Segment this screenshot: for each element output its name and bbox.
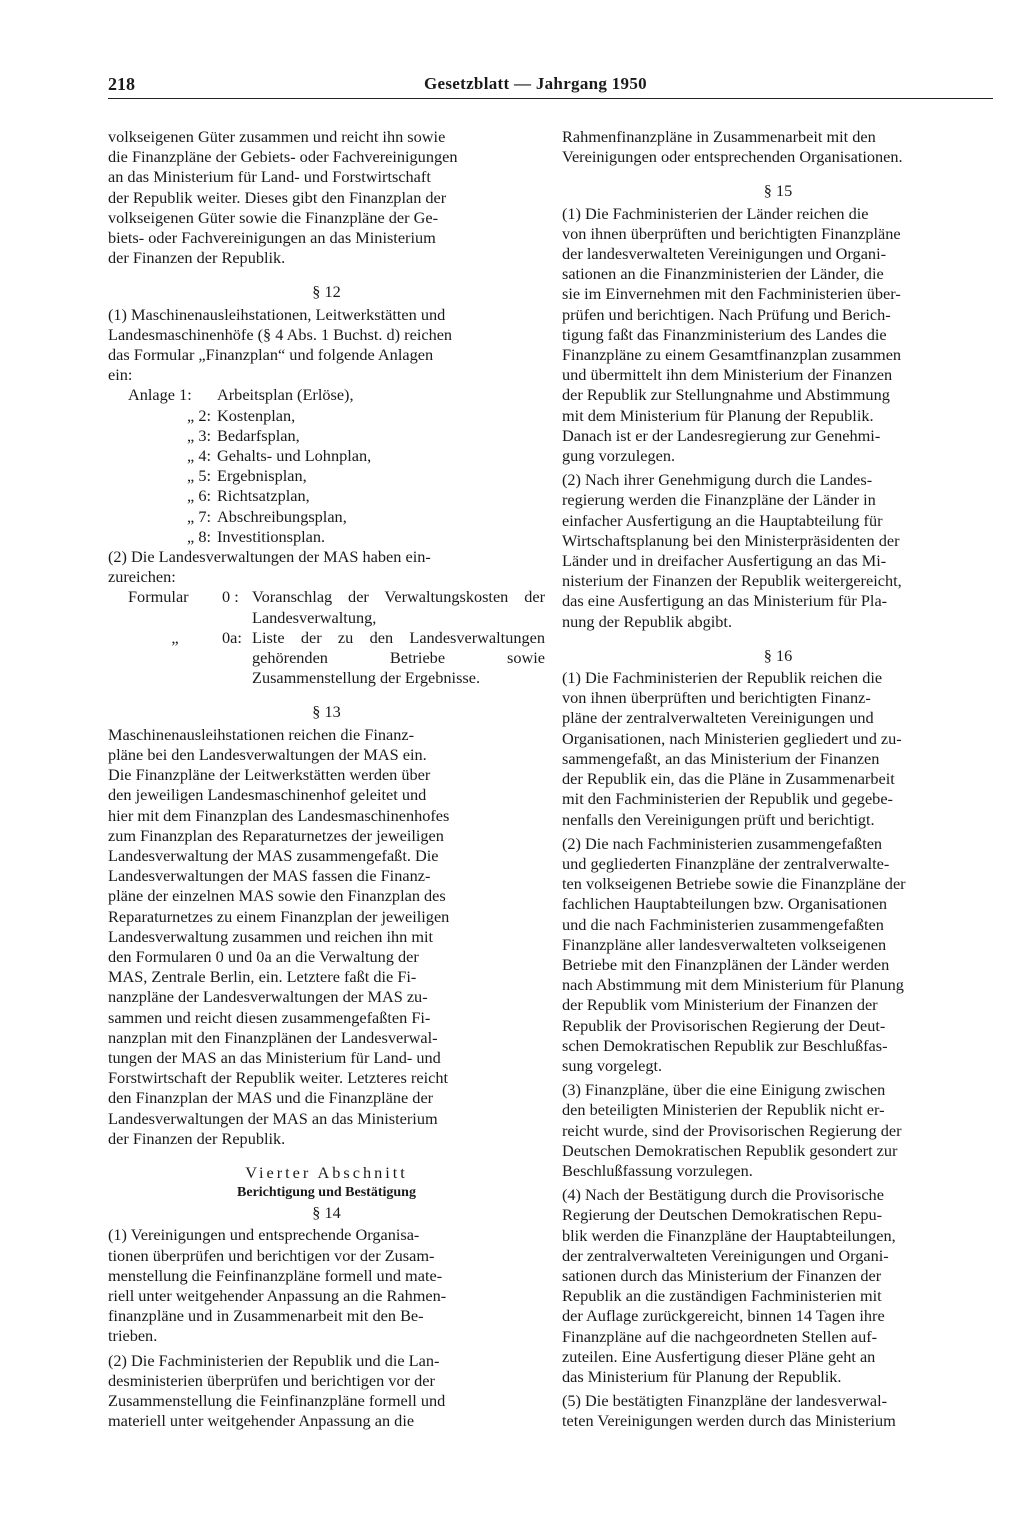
text-line: nanzplan mit den Finanzplänen der Landesverwal- — [108, 1027, 438, 1047]
attachment-item — [128, 406, 545, 426]
attachment-text: Kostenplan, — [217, 405, 296, 425]
text-line: der Republik ein, das die Pläne in Zusammenarbeit — [562, 769, 895, 789]
attachment-item — [128, 446, 545, 466]
header-rule — [108, 98, 993, 99]
paragraph — [108, 547, 545, 587]
text-line: Landesverwaltung der MAS zusammengefaßt. Die — [108, 845, 439, 865]
text-line: nach Abstimmung mit dem Ministerium für Planung — [562, 975, 904, 995]
text-line: der Finanzen der Republik. — [108, 1128, 286, 1148]
text-line: prüfen und berichtigen. Nach Prüfung und Berich- — [562, 304, 891, 324]
chapter-subtitle: Berichtigung und Bestätigung — [237, 1185, 416, 1201]
text-line: regierung werden die Finanzpläne der Länder in — [562, 490, 876, 510]
text-line: Regierung der Deutschen Demokratischen Repu- — [562, 1205, 883, 1225]
text-line: Maschinenausleihstationen reichen die Finanz- — [108, 724, 415, 744]
text-line: Betriebe mit den Finanzplänen der Länder werden — [562, 954, 890, 974]
text-line: und die nach Fachministerien zusammengefaßten — [562, 914, 884, 934]
text-line: ten volkseigenen Betriebe sowie die Finanzpläne der — [562, 874, 906, 894]
text-line: den Formularen 0 und 0a an die Verwaltung der — [108, 946, 419, 966]
text-line: MAS, Zentrale Berlin, ein. Letztere faßt die Fi- — [108, 967, 417, 987]
text-line: der Republik vom Ministerium der Finanzen der — [562, 995, 878, 1015]
paragraph — [562, 127, 994, 167]
text-line: (2) Nach ihrer Genehmigung durch die Landes- — [562, 470, 873, 490]
text-line: (5) Die bestätigten Finanzpläne der landesverwal- — [562, 1391, 888, 1411]
paragraph — [108, 305, 545, 386]
attachment-label: „ 5: — [187, 466, 211, 486]
text-line: (2) Die Fachministerien der Republik und die Lan- — [108, 1350, 440, 1370]
right-column — [562, 127, 994, 1432]
text-line: das Ministerium für Planung der Republik. — [562, 1366, 842, 1386]
text-line: Die Finanzpläne der Leitwerkstätten werden über — [108, 765, 431, 785]
text-line: zuteilen. Eine Ausfertigung dieser Pläne geht an — [562, 1346, 876, 1366]
text-line: Deutschen Demokratischen Republik gesondert zur — [562, 1140, 898, 1160]
section-heading: § 12 — [312, 282, 341, 302]
text-line: Zusammenstellung die Feinfinanzpläne formell und — [108, 1390, 446, 1410]
text-line: den jeweiligen Landesmaschinenhof geleitet und — [108, 785, 427, 805]
text-line: desministerien überprüfen und berichtigen vor der — [108, 1370, 435, 1390]
attachment-item — [128, 527, 545, 547]
paragraph — [562, 1391, 994, 1431]
text-line: nisterium der Finanzen der Republik weitergereicht, — [562, 571, 902, 591]
text-line: Finanzpläne auf die nachgeordneten Stellen auf- — [562, 1326, 878, 1346]
attachment-list — [128, 385, 545, 547]
text-line: pläne der zentralverwalteten Vereinigungen und — [562, 708, 874, 728]
text-line: reicht wurde, sind der Provisorischen Regierung der — [562, 1120, 902, 1140]
text-line: trieben. — [108, 1326, 158, 1346]
text-line: (1) Vereinigungen und entsprechende Organisa- — [108, 1225, 420, 1245]
paragraph — [108, 1225, 545, 1346]
form-item — [108, 587, 545, 627]
text-line: und gegliederten Finanzpläne der zentralverwalte- — [562, 853, 890, 873]
section-heading: § 14 — [312, 1203, 341, 1223]
text-line: schen Demokratischen Republik zur Beschlußfas- — [562, 1035, 888, 1055]
text-line: ein: — [108, 365, 133, 385]
left-column — [108, 127, 545, 1431]
text-line: gung vorzulegen. — [562, 446, 676, 466]
chapter-title: Vierter Abschnitt — [245, 1162, 408, 1182]
text-line: Landesmaschinenhöfe (§ 4 Abs. 1 Buchst. d) reichen — [108, 324, 453, 344]
text-line: (2) Die Landesverwaltungen der MAS haben ein- — [108, 547, 431, 567]
paragraph — [108, 1351, 545, 1432]
attachment-item — [128, 507, 545, 527]
text-line: Rahmenfinanzpläne in Zusammenarbeit mit den — [562, 127, 876, 146]
text-line: Landesverwaltung zusammen und reichen ihn mit — [108, 926, 434, 946]
attachment-item — [128, 426, 545, 446]
text-line: riell unter weitgehender Anpassung an die Rahmen- — [108, 1285, 447, 1305]
text-line: Forstwirtschaft der Republik weiter. Letzteres reicht — [108, 1068, 448, 1088]
text-line: Finanzpläne aller landesverwalteten volkseigenen — [562, 934, 887, 954]
text-line: pläne bei den Landesverwaltungen der MAS ein. — [108, 744, 427, 764]
text-line: sationen an die Finanzministerien der Länder, die — [562, 264, 884, 284]
form-text: Voranschlag der Verwaltungskosten der Landesverwaltung, — [252, 587, 545, 627]
text-line: hier mit dem Finanzplan des Landesmaschinenhofes — [108, 805, 450, 825]
text-line: tungen der MAS an das Ministerium für Land- und — [108, 1047, 441, 1067]
text-line: nanzpläne der Landesverwaltungen der MAS zu- — [108, 987, 428, 1007]
text-line: einfacher Ausfertigung an die Hauptabteilung für — [562, 510, 883, 530]
text-line: Republik der Provisorischen Regierung der Deut- — [562, 1015, 886, 1035]
form-label: „ — [171, 627, 179, 647]
text-line: das Formular „Finanzplan“ und folgende Anlagen — [108, 345, 434, 365]
text-line: die Finanzpläne der Gebiets- oder Fachvereinigungen — [108, 147, 458, 167]
attachment-label: „ 4: — [187, 446, 211, 466]
text-line: Länder und in dreifacher Ausfertigung an das Mi- — [562, 551, 887, 571]
text-line: (4) Nach der Bestätigung durch die Provisorische — [562, 1185, 884, 1205]
text-line: Reparaturnetzes zu einem Finanzplan der jeweiligen — [108, 906, 450, 926]
text-line: volkseigenen Güter zusammen und reicht ihn sowie — [108, 127, 446, 146]
text-line: Vereinigungen oder entsprechenden Organisationen. — [562, 147, 903, 167]
form-number: 0 : — [222, 587, 239, 607]
paragraph — [562, 668, 994, 830]
attachment-label: „ 6: — [187, 486, 211, 506]
attachment-text: Richtsatzplan, — [217, 486, 310, 506]
text-line: fachlichen Hauptabteilungen bzw. Organisationen — [562, 894, 888, 914]
text-line: biets- oder Fachvereinigungen an das Ministerium — [108, 228, 436, 248]
text-line: (1) Die Fachministerien der Republik reichen die — [562, 668, 883, 688]
text-line: Beschlußfassung vorzulegen. — [562, 1160, 753, 1180]
text-line: den Finanzplan der MAS und die Finanzpläne der — [108, 1088, 434, 1108]
text-line: teten Vereinigungen werden durch das Ministerium — [562, 1411, 896, 1431]
section-heading: § 16 — [763, 645, 793, 665]
form-text: Liste der zu den Landesverwaltungen gehörenden Betriebe sowie Zusammenstellung der Ergebnisse. — [252, 627, 545, 688]
paragraph — [562, 1080, 994, 1181]
attachment-text: Gehalts- und Lohnplan, — [217, 446, 372, 466]
attachment-label: „ 7: — [187, 506, 211, 526]
text-line: blik werden die Finanzpläne der Hauptabteilungen, — [562, 1225, 896, 1245]
text-line: volkseigenen Güter sowie die Finanzpläne der Ge- — [108, 207, 439, 227]
paragraph — [108, 127, 545, 268]
text-line: nung der Republik abgibt. — [562, 611, 733, 631]
text-line: zum Finanzplan des Reparaturnetzes der jeweiligen — [108, 825, 444, 845]
attachment-label: „ 3: — [187, 425, 211, 445]
text-line: von ihnen überprüften und berichtigten Finanz- — [562, 688, 871, 708]
text-line: sammen und reicht diesen zusammengefaßten Fi- — [108, 1007, 431, 1027]
text-line: materiell unter weitgehender Anpassung an die — [108, 1411, 415, 1431]
text-line: der Auflage zurückgereicht, binnen 14 Tagen ihre — [562, 1306, 885, 1326]
text-line: Danach ist er der Landesregierung zur Genehmi- — [562, 425, 881, 445]
text-line: nenfalls den Vereinigungen prüft und berichtigt. — [562, 809, 875, 829]
section-heading: § 13 — [312, 702, 341, 722]
text-line: mit den Fachministerien der Republik und gegebe- — [562, 789, 893, 809]
paragraph — [562, 1185, 994, 1387]
paragraph — [108, 725, 545, 1149]
text-line: zureichen: — [108, 567, 176, 587]
text-line: der Finanzen der Republik. — [108, 248, 286, 268]
form-label: Formular — [128, 587, 189, 607]
text-line: den beteiligten Ministerien der Republik nicht er- — [562, 1100, 885, 1120]
text-line: Organisationen, nach Ministerien gegliedert und zu- — [562, 728, 902, 748]
paragraph — [562, 834, 994, 1076]
text-line: sie im Einvernehmen mit den Fachministerien über- — [562, 284, 901, 304]
form-list — [108, 587, 545, 688]
text-line: Landesverwaltungen der MAS an das Ministerium — [108, 1108, 438, 1128]
attachment-text: Investitionsplan. — [217, 526, 326, 546]
text-line: (2) Die nach Fachministerien zusammengefaßten — [562, 833, 883, 853]
text-line: sationen durch das Ministerium der Finanzen der — [562, 1265, 882, 1285]
section-heading: § 15 — [763, 181, 793, 201]
text-line: Finanzpläne zu einem Gesamtfinanzplan zusammen — [562, 345, 902, 365]
attachment-text: Arbeitsplan (Erlöse), — [217, 385, 354, 405]
attachment-item — [128, 486, 545, 506]
attachment-text: Abschreibungsplan, — [217, 506, 347, 526]
text-line: Wirtschaftsplanung bei den Ministerpräsidenten der — [562, 530, 900, 550]
text-line: das eine Ausfertigung an das Ministerium für Pla- — [562, 591, 888, 611]
attachment-text: Ergebnisplan, — [217, 466, 307, 486]
attachment-item — [128, 385, 545, 405]
text-line: mit dem Ministerium für Planung der Republik. — [562, 405, 874, 425]
text-line: und übermittelt ihn dem Ministerium der Finanzen — [562, 365, 893, 385]
text-line: sammengefaßt, an das Ministerium der Finanzen — [562, 748, 880, 768]
text-line: der Republik weiter. Dieses gibt den Finanzplan der — [108, 187, 447, 207]
text-line: menstellung die Feinfinanzpläne formell und mate- — [108, 1265, 443, 1285]
text-line: der Republik zur Stellungnahme und Abstimmung — [562, 385, 890, 405]
text-line: pläne der einzelnen MAS sowie den Finanzplan des — [108, 886, 446, 906]
page-header — [108, 74, 990, 98]
attachment-text: Bedarfsplan, — [217, 425, 300, 445]
text-line: Landesverwaltungen der MAS fassen die Finanz- — [108, 866, 431, 886]
journal-title: Gesetzblatt — Jahrgang 1950 — [424, 74, 647, 93]
paragraph — [562, 470, 994, 632]
attachment-label: Anlage 1: — [128, 385, 192, 405]
attachment-label: „ 8: — [187, 526, 211, 546]
text-line: an das Ministerium für Land- und Forstwirtschaft — [108, 167, 431, 187]
text-line: Republik an die zuständigen Fachministerien mit — [562, 1286, 882, 1306]
form-number: 0a: — [222, 627, 242, 647]
text-line: finanzpläne und in Zusammenarbeit mit den Be- — [108, 1306, 424, 1326]
text-line: der zentralverwalteten Vereinigungen und Organi- — [562, 1245, 889, 1265]
paragraph — [562, 204, 994, 467]
text-line: von ihnen überprüften und berichtigten Finanzpläne — [562, 223, 901, 243]
text-line: tigung faßt das Finanzministerium des Landes die — [562, 324, 887, 344]
form-item — [108, 628, 545, 689]
text-line: (3) Finanzpläne, über die eine Einigung zwischen — [562, 1080, 886, 1100]
text-line: sung vorgelegt. — [562, 1055, 663, 1075]
text-line: (1) Maschinenausleihstationen, Leitwerkstätten und — [108, 304, 446, 324]
attachment-item — [128, 466, 545, 486]
attachment-label: „ 2: — [187, 405, 211, 425]
text-line: (1) Die Fachministerien der Länder reichen die — [562, 203, 869, 223]
text-line: der landesverwalteten Vereinigungen und Organi- — [562, 244, 887, 264]
page-number: 218 — [108, 74, 135, 94]
text-line: tionen überprüfen und berichtigen vor der Zusam- — [108, 1245, 435, 1265]
